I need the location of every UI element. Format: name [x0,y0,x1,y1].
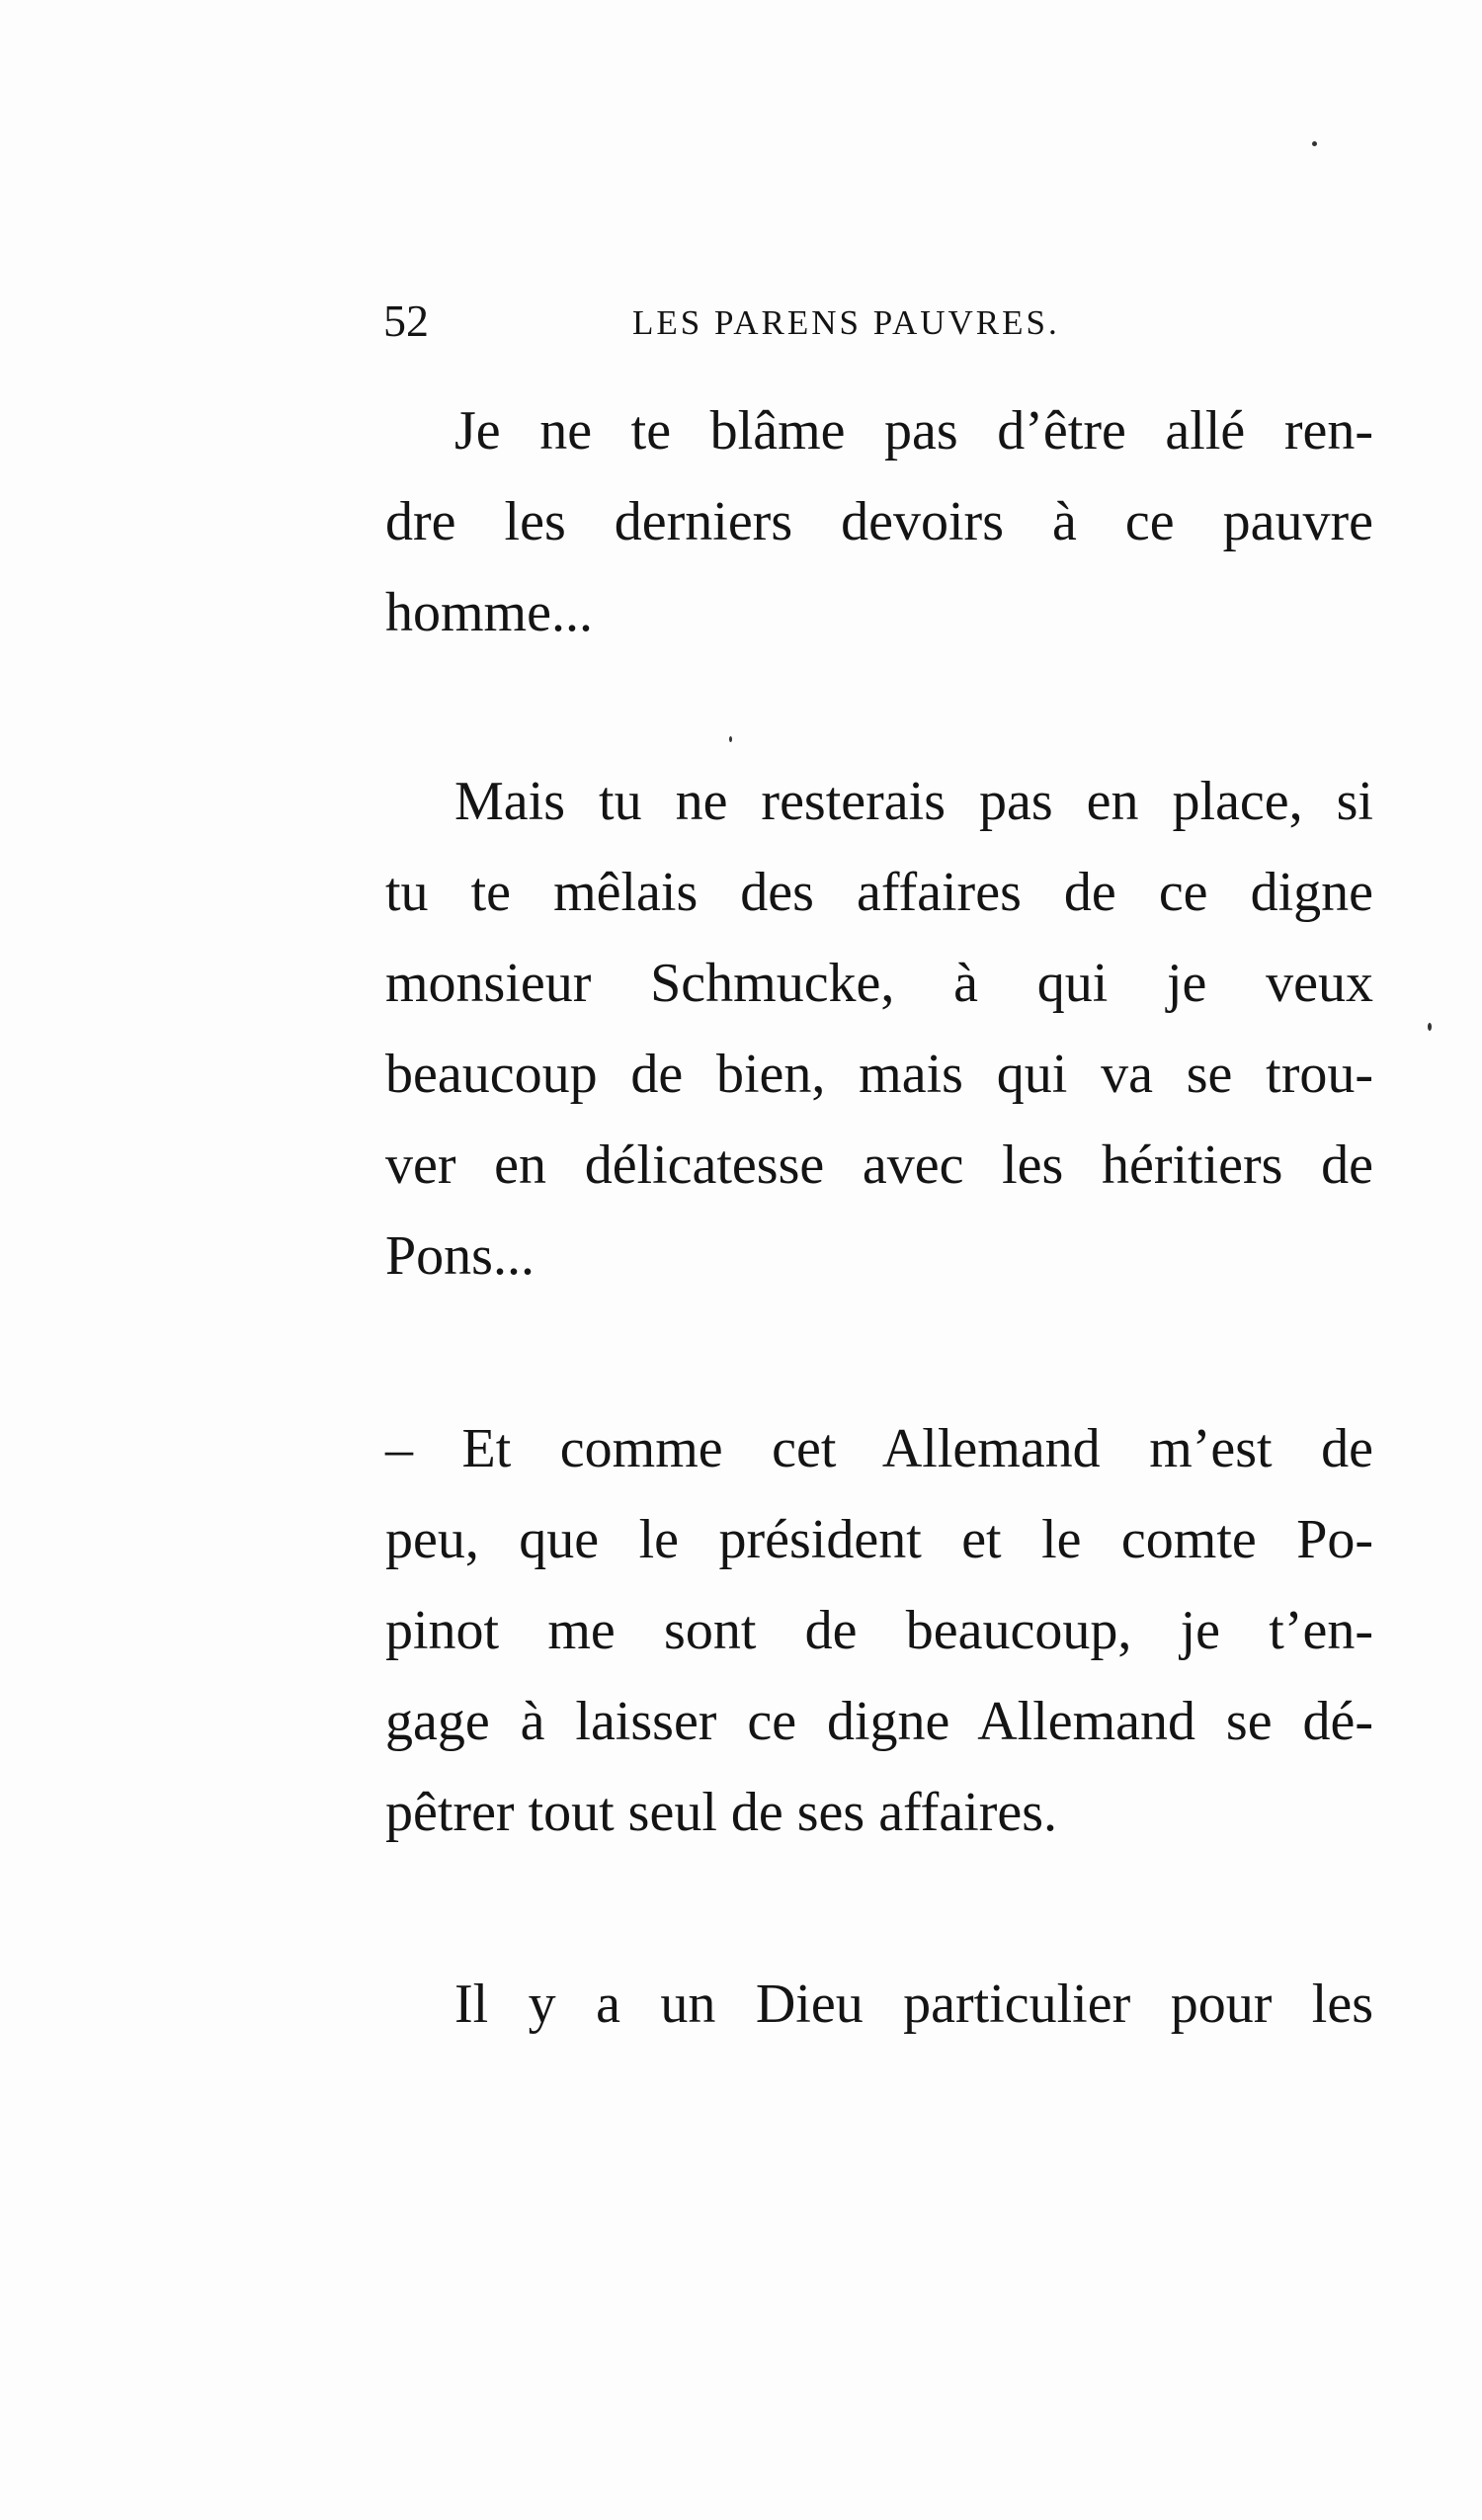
text-line: – Et comme cet Allemand m’est de [385,1418,1373,1479]
text-line: peu, que le président et le comte Po- [385,1509,1373,1570]
text-line: gage à laisser ce digne Allemand se dé- [385,1691,1373,1752]
paragraph [385,1959,1373,2050]
text-line: Il y a un Dieu particulier pour les [454,1974,1373,2035]
running-title: LES PARENS PAUVRES. [632,303,1060,342]
text-line: Pons... [385,1225,535,1287]
paragraph [385,385,1373,658]
print-speck [729,736,732,742]
text-line: Je ne te blâme pas d’être allé ren- [454,400,1373,462]
text-line: beaucoup de bien, mais qui va se trou- [385,1044,1373,1105]
paragraph [385,1403,1373,1858]
text-line: Mais tu ne resterais pas en place, si [454,771,1373,832]
print-speck [1312,141,1317,146]
text-line: ver en délicatesse avec les héritiers de [385,1134,1373,1196]
text-line: pinot me sont de beaucoup, je t’en- [385,1600,1373,1661]
print-speck [1428,1023,1432,1031]
text-line: pêtrer tout seul de ses affaires. [385,1782,1058,1843]
page-number: 52 [383,295,429,346]
text-line: homme... [385,582,593,643]
paragraph [385,756,1373,1302]
text-line: tu te mêlais des affaires de ce digne [385,862,1373,923]
text-line: dre les derniers devoirs à ce pauvre [385,491,1373,552]
text-line: monsieur Schmucke, à qui je veux [385,953,1373,1014]
page-header [383,292,1381,351]
